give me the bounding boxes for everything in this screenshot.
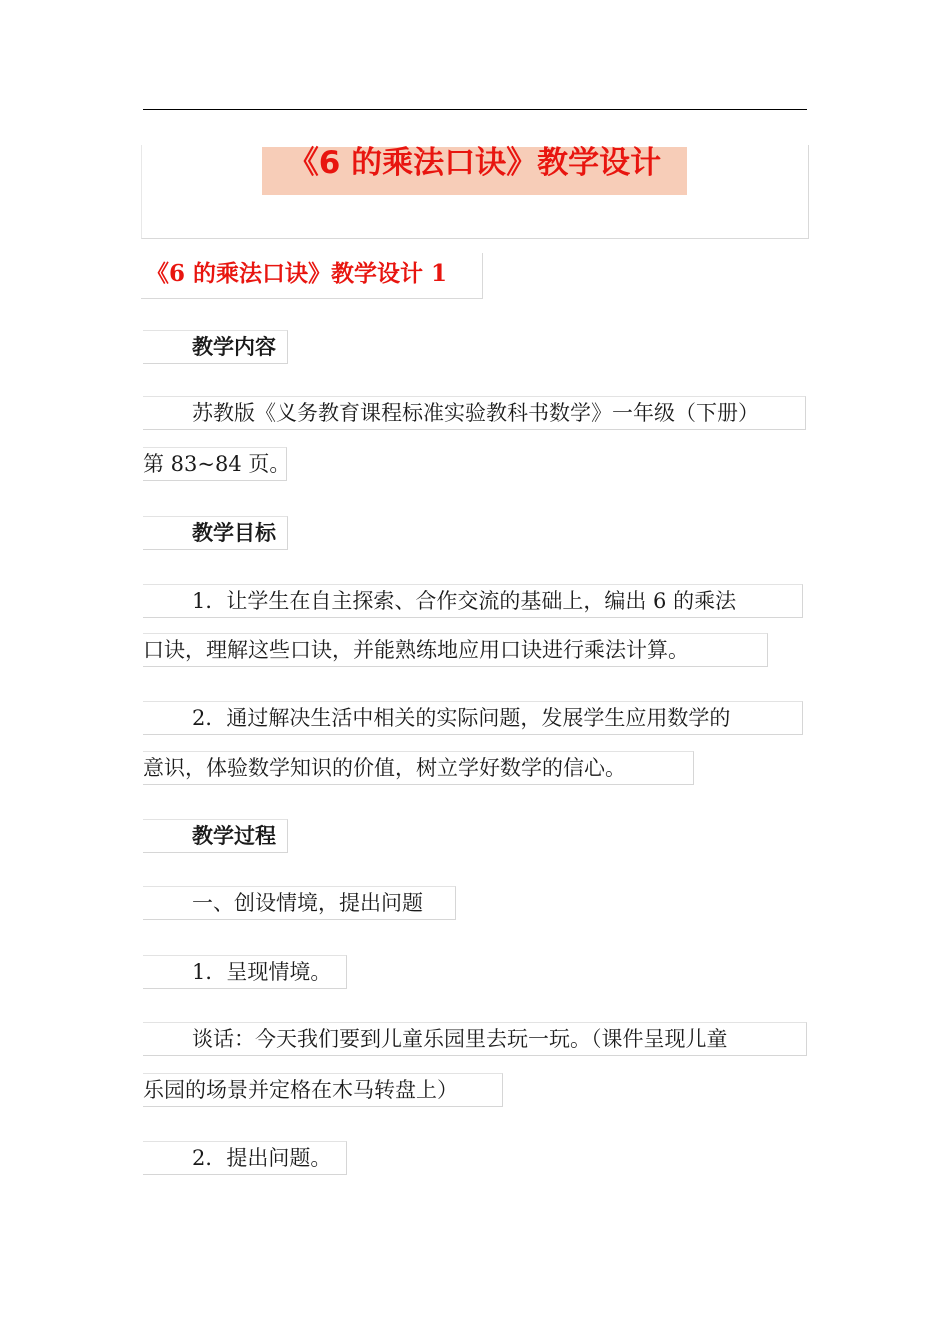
paragraph-line: 一、创设情境，提出问题 [143, 886, 456, 920]
paragraph-line: 口诀，理解这些口诀，并能熟练地应用口诀进行乘法计算。 [143, 633, 768, 667]
paragraph-line: 1．让学生在自主探索、合作交流的基础上，编出 6 的乘法 [143, 584, 803, 618]
heading-teaching-process: 教学过程 [143, 819, 288, 853]
paragraph-line: 2．通过解决生活中相关的实际问题，发展学生应用数学的 [143, 701, 803, 735]
paragraph-line: 谈话：今天我们要到儿童乐园里去玩一玩。（课件呈现儿童 [143, 1022, 807, 1056]
paragraph-line: 意识，体验数学知识的价值，树立学好数学的信心。 [143, 751, 694, 785]
header-rule [143, 109, 807, 110]
paragraph-line: 苏教版《义务教育课程标准实验教科书数学》一年级（下册） [143, 396, 806, 430]
heading-teaching-content: 教学内容 [143, 330, 288, 364]
paragraph-line: 第 83~84 页。 [143, 447, 287, 481]
document-title: 《6 的乘法口诀》教学设计 [287, 145, 662, 181]
section-title: 《6 的乘法口诀》教学设计 1 [146, 260, 448, 287]
heading-teaching-goals: 教学目标 [143, 516, 288, 550]
paragraph-line: 乐园的场景并定格在木马转盘上） [143, 1073, 503, 1107]
paragraph-line: 2．提出问题。 [143, 1141, 347, 1175]
paragraph-line: 1．呈现情境。 [143, 955, 347, 989]
